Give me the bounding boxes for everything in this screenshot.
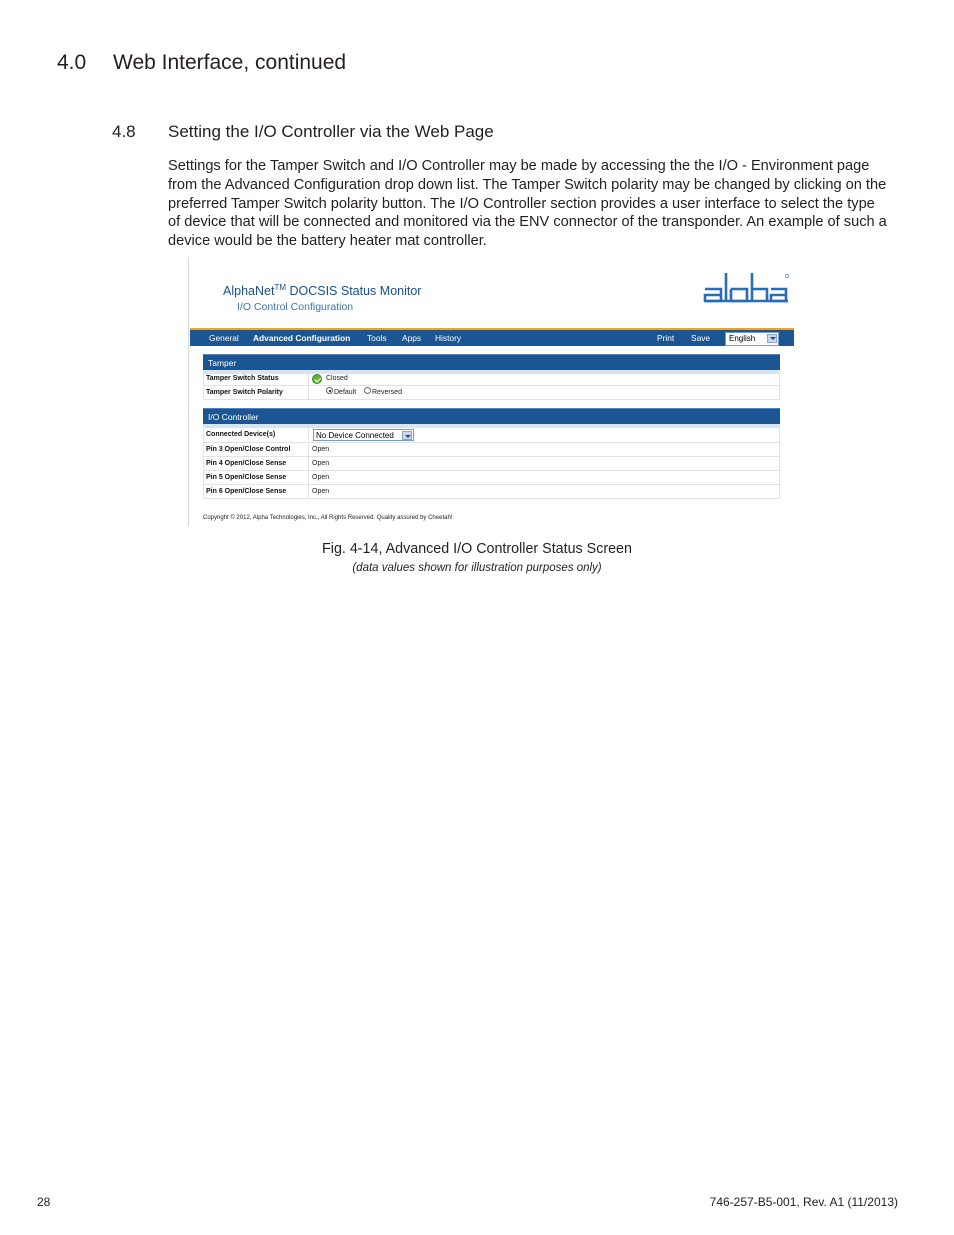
row-divider bbox=[308, 457, 309, 470]
tamper-header-label: Tamper bbox=[208, 357, 237, 368]
io-controller-header-label: I/O Controller bbox=[208, 411, 259, 422]
connected-device-select[interactable] bbox=[313, 429, 414, 441]
polarity-reversed-label: Reversed bbox=[372, 389, 402, 396]
row-divider bbox=[308, 428, 309, 441]
nav-advanced-configuration[interactable]: Advanced Configuration bbox=[253, 333, 351, 343]
figure-caption: Fig. 4-14, Advanced I/O Controller Status Screen bbox=[322, 541, 632, 557]
pin-row bbox=[203, 443, 780, 457]
page-number: 28 bbox=[37, 1195, 51, 1209]
subsection-number: 4.8 bbox=[112, 122, 136, 141]
row-divider bbox=[308, 386, 309, 399]
screenshot-figure bbox=[188, 257, 795, 526]
green-check-icon bbox=[312, 374, 322, 384]
connected-device-value: No Device Connected bbox=[316, 431, 394, 440]
pin-value: Open bbox=[312, 460, 330, 467]
language-value: English bbox=[729, 333, 756, 343]
nav-apps[interactable]: Apps bbox=[402, 333, 422, 343]
connected-device-row bbox=[203, 428, 780, 443]
tamper-polarity-row bbox=[203, 386, 780, 400]
chevron-down-icon bbox=[767, 334, 777, 343]
pin-label: Pin 5 Open/Close Sense bbox=[206, 474, 287, 481]
row-divider bbox=[308, 485, 309, 498]
chevron-down-icon bbox=[402, 431, 412, 440]
row-divider bbox=[308, 471, 309, 484]
pin-value: Open bbox=[312, 488, 330, 495]
app-title-name: AlphaNet bbox=[223, 284, 275, 299]
polarity-default-radio[interactable] bbox=[326, 387, 333, 394]
row-divider bbox=[308, 372, 309, 385]
figure-note: (data values shown for illustration purposes only) bbox=[352, 562, 602, 574]
body-paragraph bbox=[168, 157, 888, 251]
pin-label: Pin 6 Open/Close Sense bbox=[206, 488, 287, 495]
document-id: 746-257-B5-001, Rev. A1 (11/2013) bbox=[709, 1195, 898, 1209]
app-title-rest: DOCSIS Status Monitor bbox=[286, 284, 422, 299]
section-heading bbox=[57, 51, 346, 75]
trademark: TM bbox=[274, 283, 286, 292]
pin-label: Pin 4 Open/Close Sense bbox=[206, 460, 287, 467]
app-subtitle: I/O Control Configuration bbox=[237, 301, 354, 313]
connected-device-label: Connected Device(s) bbox=[206, 431, 276, 438]
io-controller-header bbox=[203, 408, 780, 424]
nav-tools[interactable]: Tools bbox=[367, 333, 387, 343]
pin-row bbox=[203, 457, 780, 471]
alpha-logo-icon bbox=[703, 271, 789, 303]
copyright-text: Copyright © 2012, Alpha Technologies, Inc., All Rights Reserved. Quality assured by Cheetah! bbox=[203, 515, 453, 521]
section-number: 4.0 bbox=[57, 51, 87, 74]
language-select[interactable] bbox=[725, 332, 779, 346]
tamper-status-label: Tamper Switch Status bbox=[206, 375, 279, 382]
subsection-title: Setting the I/O Controller via the Web Page bbox=[168, 122, 494, 141]
pin-label: Pin 3 Open/Close Control bbox=[206, 446, 291, 453]
polarity-reversed-radio[interactable] bbox=[364, 387, 371, 394]
body-text: Settings for the Tamper Switch and I/O Controller may be made by accessing the the I/O - Environment page from the Advanced Configuration drop down list. The Tamper Switch polarity may be changed by clicking on the preferred Tamper Switch polarity button. The I/O Controller section provides a user interface to select the type of device that will be connected and monitored via the ENV connector of the transponder. An example of such a device would be the battery heater mat controller. bbox=[168, 158, 887, 250]
section-title: Web Interface, continued bbox=[113, 51, 347, 74]
tamper-status-value: Closed bbox=[326, 375, 348, 382]
tamper-header bbox=[203, 354, 780, 370]
polarity-default-label: Default bbox=[334, 389, 357, 396]
pin-row bbox=[203, 485, 780, 499]
tamper-polarity-label: Tamper Switch Polarity bbox=[206, 389, 283, 396]
tamper-status-row bbox=[203, 372, 780, 386]
app-title bbox=[223, 283, 421, 298]
pin-row bbox=[203, 471, 780, 485]
nav-bar bbox=[190, 330, 794, 346]
pin-value: Open bbox=[312, 446, 330, 453]
pin-value: Open bbox=[312, 474, 330, 481]
nav-save[interactable]: Save bbox=[691, 333, 711, 343]
subsection-heading bbox=[112, 122, 494, 142]
row-divider bbox=[308, 443, 309, 456]
nav-print[interactable]: Print bbox=[657, 333, 675, 343]
nav-general[interactable]: General bbox=[209, 333, 239, 343]
nav-history[interactable]: History bbox=[435, 333, 462, 343]
